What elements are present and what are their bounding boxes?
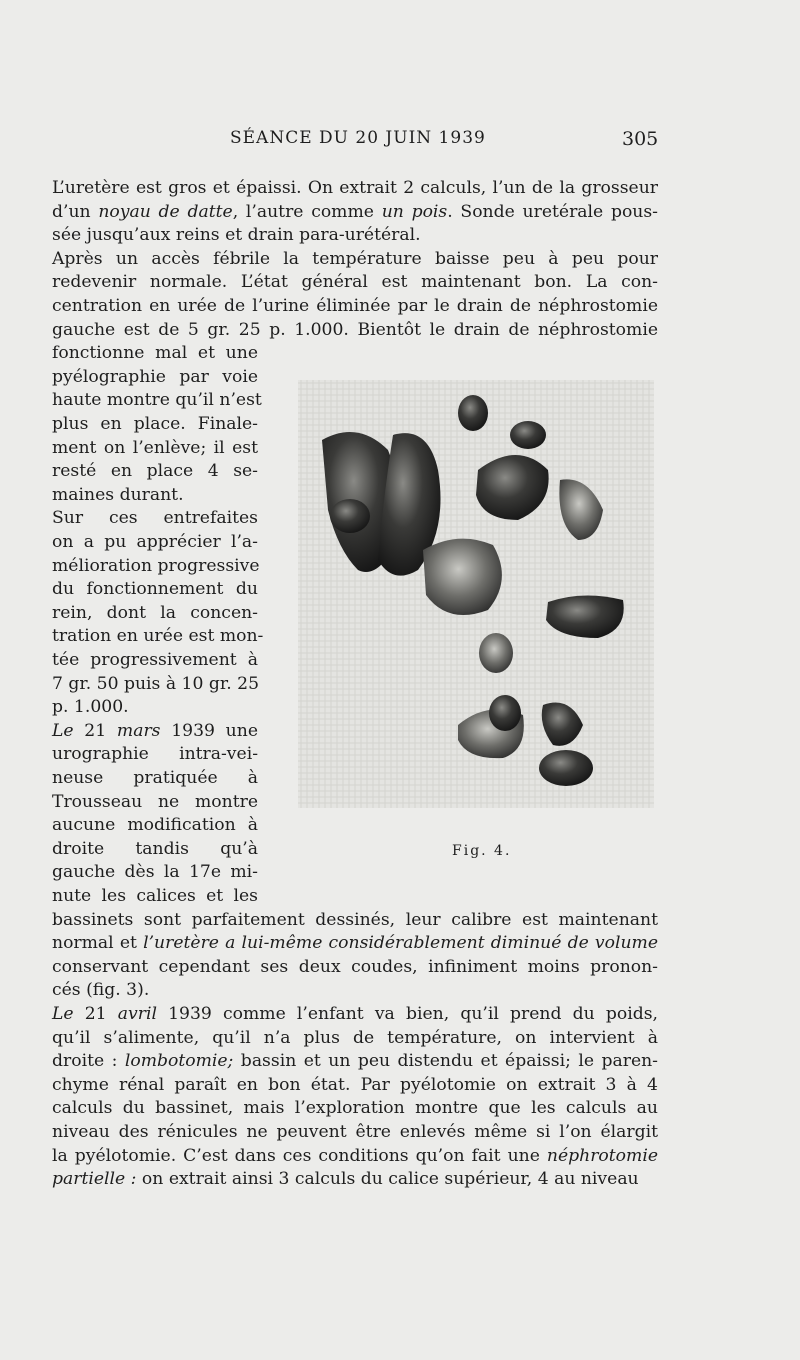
calculi-photograph <box>298 380 654 808</box>
text-line <box>52 483 258 507</box>
text-line <box>52 978 658 1002</box>
line-text: haute montre qu’il n’est <box>52 390 262 411</box>
text-line <box>52 270 658 294</box>
text-line <box>52 695 258 719</box>
line-text: resté en place 4 se- <box>52 461 258 482</box>
line-text: du fonctionnement du <box>52 579 258 600</box>
line-text: bassin et un peu distendu et épaissi; le paren- <box>233 1051 658 1072</box>
line-text: normal et <box>52 933 144 954</box>
text-line <box>52 1026 658 1050</box>
text-line <box>52 837 258 861</box>
italic-text: l’uretère a lui-même considérablement diminué de volume <box>143 933 658 954</box>
italic-text: un pois <box>381 201 448 222</box>
line-text: gauche est de 5 gr. 25 p. 1.000. Bientôt le drain de néphrostomie <box>52 319 658 340</box>
line-text: mélioration progressive <box>52 555 260 576</box>
line-text: Après un accès fébrile la température baisse peu à peu pour <box>52 248 658 269</box>
text-line <box>52 554 258 578</box>
line-text: cés (fig. 3). <box>52 980 150 1001</box>
text-line <box>52 459 258 483</box>
line-text: d’un <box>52 201 99 222</box>
line-text: calculs du bassinet, mais l’exploration montre que les calculs au <box>52 1098 658 1119</box>
running-head: SÉANCE DU 20 JUIN 1939 <box>230 128 486 148</box>
line-text: tée progressivement à <box>52 650 258 670</box>
text-line <box>52 624 264 648</box>
line-text: nute les calices et les <box>52 886 258 906</box>
line-text: 1939 une <box>160 720 258 741</box>
line-text: qu’il s’alimente, qu’il n’a plus de température, on intervient à <box>52 1027 658 1048</box>
text-line <box>52 931 658 955</box>
line-text: la pyélotomie. C’est dans ces conditions qu’on fait une <box>52 1145 547 1166</box>
line-text: chyme rénal paraît en bon état. Par pyélotomie on extrait 3 à 4 <box>52 1074 658 1095</box>
text-line <box>52 1144 658 1168</box>
text-line <box>52 247 658 271</box>
line-text: urographie intra-vei- <box>52 744 258 765</box>
italic-text: avril <box>117 1004 157 1024</box>
text-line <box>52 1073 658 1097</box>
line-text: conservant cependant ses deux coudes, infiniment moins pronon- <box>52 956 658 977</box>
figure-photo-calculi <box>298 380 654 808</box>
line-text: bassinets sont parfaitement dessinés, leur calibre est maintenant <box>52 909 658 930</box>
line-text: droite tandis qu’à <box>52 838 258 859</box>
text-line <box>52 436 258 460</box>
text-line <box>52 530 258 554</box>
line-text: ment on l’enlève; il est <box>52 437 258 458</box>
text-line <box>52 577 258 601</box>
line-text: on extrait ainsi 3 calculs du calice supérieur, 4 au niveau <box>136 1169 639 1190</box>
text-line <box>52 955 658 979</box>
text-line <box>52 1167 658 1191</box>
text-line <box>52 790 258 814</box>
italic-text: Le <box>52 1004 74 1024</box>
line-text: Sur ces entrefaites <box>52 508 258 529</box>
text-line <box>52 388 262 412</box>
text-line <box>52 506 258 530</box>
text-line <box>52 176 658 200</box>
line-text: niveau des rénicules ne peuvent être enlevés même si l’on élargit <box>52 1122 658 1142</box>
italic-text: néphrotomie <box>546 1145 658 1166</box>
line-text: 21 <box>73 720 117 741</box>
text-line <box>52 318 658 342</box>
page-number: 305 <box>622 128 659 150</box>
line-text: pyélographie par voie <box>52 366 258 387</box>
text-line <box>52 1049 658 1073</box>
text-line <box>52 1096 658 1120</box>
line-text: . Sonde uretérale pous- <box>447 201 658 222</box>
italic-text: noyau de datte <box>98 201 233 222</box>
italic-text: partielle : <box>52 1169 137 1190</box>
line-text: Trousseau ne montre <box>52 791 258 812</box>
text-line <box>52 1002 658 1026</box>
line-text: aucune modification à <box>52 815 258 836</box>
line-text: sée jusqu’aux reins et drain para-urétéral. <box>52 225 421 246</box>
text-line <box>52 294 658 318</box>
line-text: fonctionne mal et une <box>52 343 258 364</box>
line-text: , l’autre comme <box>232 201 382 222</box>
text-line <box>52 884 258 908</box>
italic-text: mars <box>116 720 161 741</box>
italic-text: lombotomie; <box>124 1051 234 1072</box>
text-line <box>52 412 258 436</box>
line-text: rein, dont la concen- <box>52 602 258 623</box>
text-line <box>52 365 258 389</box>
text-line <box>52 1120 658 1144</box>
line-text: 21 <box>73 1004 118 1024</box>
text-line <box>52 908 658 932</box>
line-text: on a pu apprécier l’a- <box>52 532 258 552</box>
line-text: neuse pratiquée à <box>52 768 258 788</box>
text-line <box>52 813 258 837</box>
line-text: maines durant. <box>52 484 184 505</box>
text-line <box>52 719 258 743</box>
line-text: plus en place. Finale- <box>52 414 258 434</box>
text-line <box>52 341 258 365</box>
line-text: gauche dès la 17e mi- <box>52 862 258 883</box>
figure-caption: Fig. 4. <box>452 843 512 859</box>
line-text: 7 gr. 50 puis à 10 gr. 25 <box>52 673 260 694</box>
text-line <box>52 648 258 672</box>
italic-text: Le <box>52 720 74 741</box>
text-line <box>52 742 258 766</box>
line-text: tration en urée est mon- <box>52 626 264 647</box>
line-text: droite : <box>52 1051 125 1072</box>
text-line <box>52 200 658 224</box>
text-line <box>52 766 258 790</box>
text-line <box>52 601 258 625</box>
line-text: L’uretère est gros et épaissi. On extrait 2 calculs, l’un de la grosseur <box>52 178 658 198</box>
text-line <box>52 223 658 247</box>
line-text: redevenir normale. L’état général est maintenant bon. La con- <box>52 272 658 293</box>
line-text: p. 1.000. <box>52 697 129 718</box>
text-line <box>52 860 258 884</box>
line-text: centration en urée de l’urine éliminée par le drain de néphrostomie <box>52 296 658 316</box>
line-text: 1939 comme l’enfant va bien, qu’il prend du poids, <box>156 1004 658 1024</box>
text-line <box>52 672 258 696</box>
